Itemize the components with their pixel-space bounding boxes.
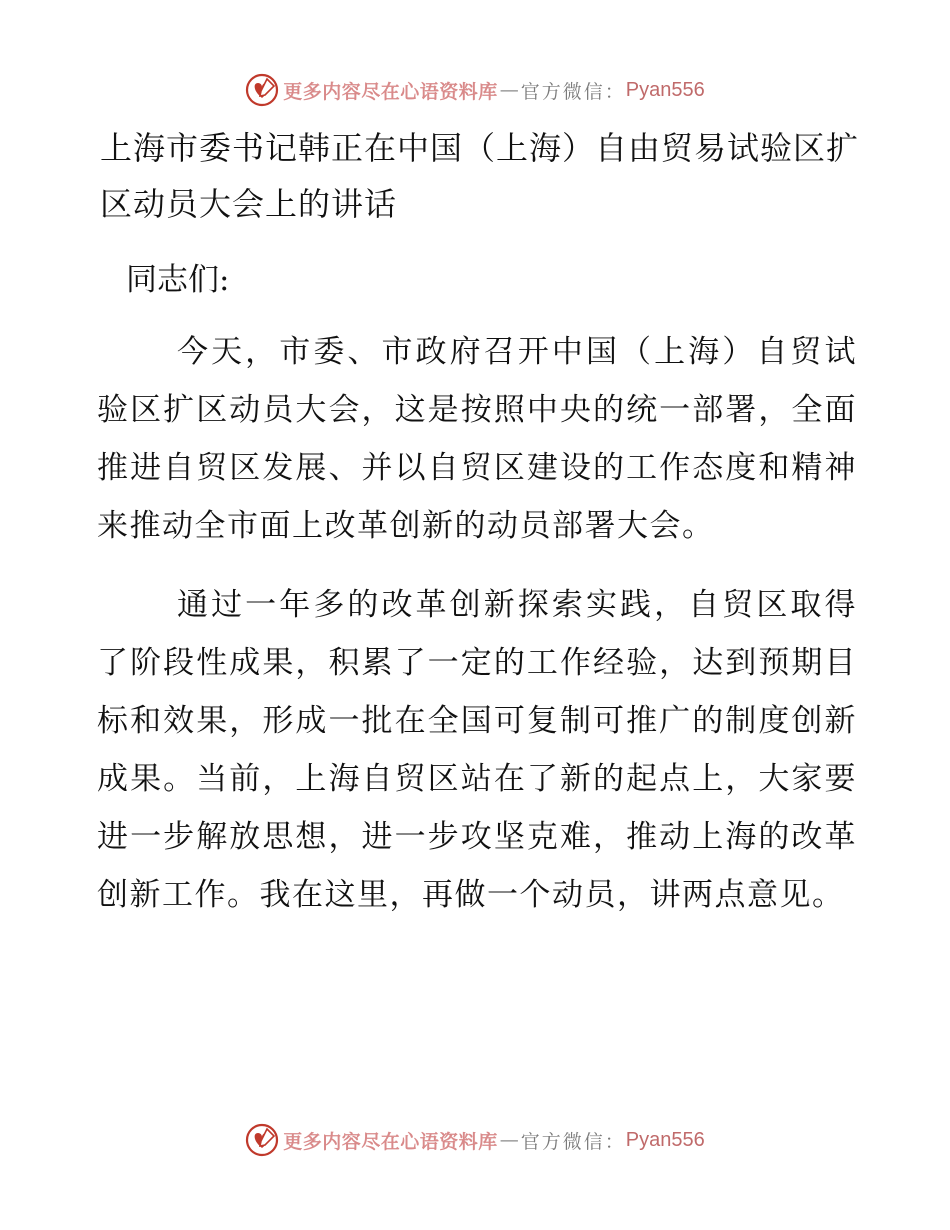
footer-banner-wechat-label: 官方微信：	[520, 1130, 626, 1153]
footer-banner-text: 更多内容尽在心语资料库	[283, 1130, 498, 1153]
header-watermark-banner	[0, 70, 950, 110]
header-banner-wechat-label: 官方微信：	[520, 80, 626, 103]
document-title: 上海市委书记韩正在中国（上海）自由贸易试验区扩区动员大会上的讲话	[100, 129, 860, 223]
footer-watermark-banner	[0, 1120, 950, 1160]
footer-banner-dash: —	[499, 1129, 519, 1151]
footer-banner-wechat-id: Pyan556	[625, 1128, 705, 1151]
heart-pen-logo-icon	[245, 1123, 279, 1157]
heart-pen-logo-icon	[245, 73, 279, 107]
paragraph: 通过一年多的改革创新探索实践，自贸区取得了阶段性成果，积累了一定的工作经验，达到预期目标和效果，形成一批在全国可复制可推广的制度创新成果。当前，上海自贸区站在了新的起点上，大家要进一步解放思想，进一步攻坚克难，推动上海的改革创新工作。我在这里，再做一个动员，讲两点意见。	[97, 587, 857, 913]
header-banner-text: 更多内容尽在心语资料库	[283, 80, 498, 103]
salutation: 同志们:	[126, 262, 230, 298]
header-banner-dash: —	[499, 79, 519, 101]
paragraph: 今天，市委、市政府召开中国（上海）自贸试验区扩区动员大会，这是按照中央的统一部署，全面推进自贸区发展、并以自贸区建设的工作态度和精神来推动全市面上改革创新的动员部署大会。	[97, 334, 857, 544]
header-banner-wechat-id: Pyan556	[625, 78, 705, 101]
